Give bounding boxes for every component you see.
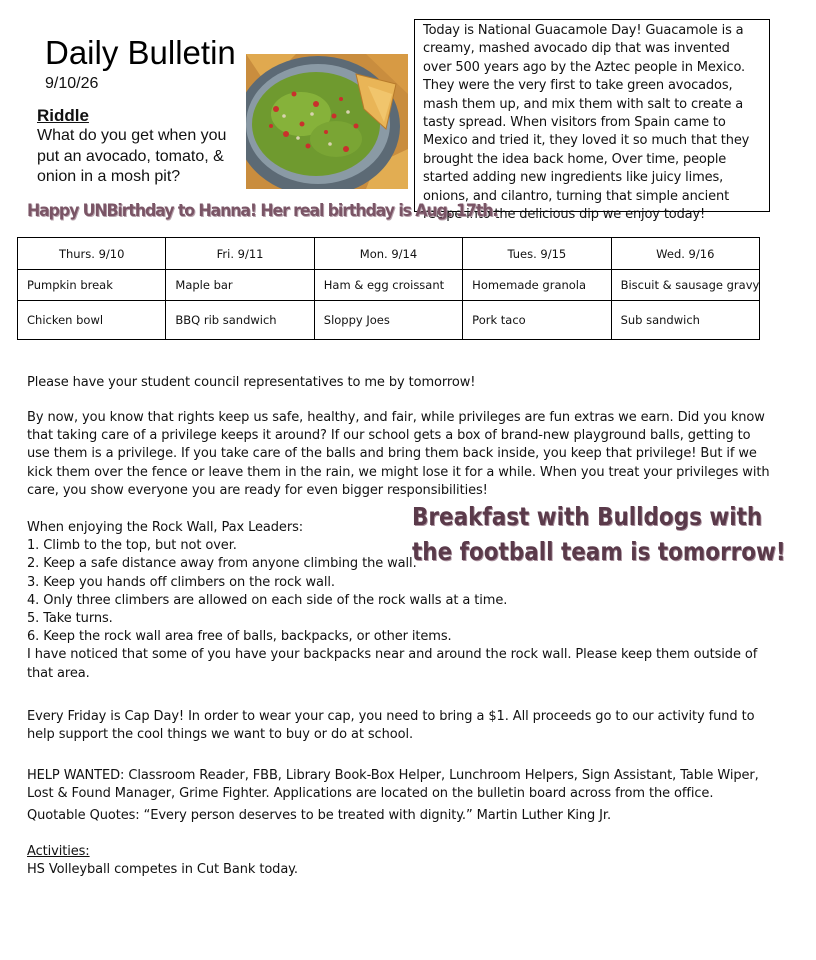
menu-lunch-row [18, 301, 760, 340]
guacamole-photo [246, 54, 408, 189]
rock-wall-rule: 1. Climb to the top, but not over. [27, 538, 237, 554]
privileges-paragraph: By now, you know that rights keep us safe, healthy, and fair, while privileges are fun extras we earn. Did you know that taking care of a privilege keeps it around? If our school gets a box of brand-new playground balls, getting to use them is a privilege. If you take care of the balls and bring them back inside, you keep that privilege! But if we kick them over the fence or leave them in the rain, we might lose it for a while. When you treat your privileges with care, you show everyone you are ready for even bigger responsibilities! [27, 410, 770, 498]
riddle-heading: Riddle [37, 106, 89, 125]
menu-item: Ham & egg croissant [314, 270, 462, 301]
bulletin-date: 9/10/26 [45, 75, 99, 92]
help-wanted-paragraph: HELP WANTED: Classroom Reader, FBB, Library Book-Box Helper, Lunchroom Helpers, Sign Assistant, Table Wiper, Lost & Found Manager, Grime Fighter. Applications are located on the bulletin board across from the office. [27, 768, 759, 802]
rock-wall-rule: 3. Keep you hands off climbers on the rock wall. [27, 574, 335, 590]
guacamole-illustration [246, 54, 408, 189]
menu-item: Homemade granola [463, 270, 611, 301]
activities-section [27, 843, 777, 879]
birthday-banner: Happy UNBirthday to Hanna! Her real birthday is Aug. 17th. [27, 201, 498, 221]
student-council-notice: Please have your student council representatives to me by tomorrow! [27, 375, 476, 390]
breakfast-notice-line: the football team is tomorrow! [412, 537, 786, 566]
rock-wall-rule: 2. Keep a safe distance away from anyone climbing the wall. [27, 556, 417, 572]
menu-item: Biscuit & sausage gravy [611, 270, 759, 301]
menu-day: Tues. 9/15 [463, 238, 611, 270]
menu-item: BBQ rib sandwich [166, 301, 314, 340]
breakfast-notice-line: Breakfast with Bulldogs with [412, 502, 763, 531]
guacamole-day-text: Today is National Guacamole Day! Guacamole is a creamy, mashed avocado dip that was invented over 500 years ago by the Aztec people in Mexico. They were the very first to take green avocados, mash them up, and mix them with salt to create a tasty spread. When visitors from Spain came to Mexico and tried it, they loved it so much that they brought the idea back home, Over time, people started adding new ingredients like juicy limes, onions, and cilantro, turning that simple ancient recipe into the delicious dip we enjoy today! [414, 19, 770, 212]
menu-item: Sloppy Joes [314, 301, 462, 340]
menu-item: Chicken bowl [18, 301, 166, 340]
menu-day: Wed. 9/16 [611, 238, 759, 270]
rock-wall-rule: 6. Keep the rock wall area free of balls, backpacks, or other items. [27, 629, 452, 645]
lunch-menu-table [17, 237, 760, 340]
menu-item: Pork taco [463, 301, 611, 340]
menu-day-row [18, 238, 760, 270]
rock-wall-rule: 5. Take turns. [27, 611, 113, 627]
rock-wall-rule: 4. Only three climbers are allowed on each side of the rock walls at a time. [27, 592, 508, 608]
riddle-question: What do you get when you put an avocado, tomato, & onion in a mosh pit? [37, 127, 227, 185]
activities-heading: Activities: [27, 844, 90, 859]
quotable-quote: Quotable Quotes: “Every person deserves to be treated with dignity.” Martin Luther King Jr. [27, 808, 611, 823]
menu-item: Sub sandwich [611, 301, 759, 340]
rock-wall-note: I have noticed that some of you have your backpacks near and around the rock wall. Please keep them outside of that area. [27, 647, 758, 681]
cap-day-paragraph: Every Friday is Cap Day! In order to wear your cap, you need to bring a $1. All proceeds go to our activity fund to help support the cool things we want to buy or do at school. [27, 709, 755, 743]
menu-day: Mon. 9/14 [314, 238, 462, 270]
menu-item: Pumpkin break [18, 270, 166, 301]
breakfast-with-bulldogs-notice [412, 499, 786, 569]
menu-breakfast-row [18, 270, 760, 301]
activity-item: HS Volleyball competes in Cut Bank today. [27, 862, 298, 878]
menu-day: Fri. 9/11 [166, 238, 314, 270]
rock-wall-intro: When enjoying the Rock Wall, Pax Leaders: [27, 520, 304, 535]
menu-day: Thurs. 9/10 [18, 238, 166, 270]
bulletin-title: Daily Bulletin [45, 34, 236, 71]
menu-item: Maple bar [166, 270, 314, 301]
